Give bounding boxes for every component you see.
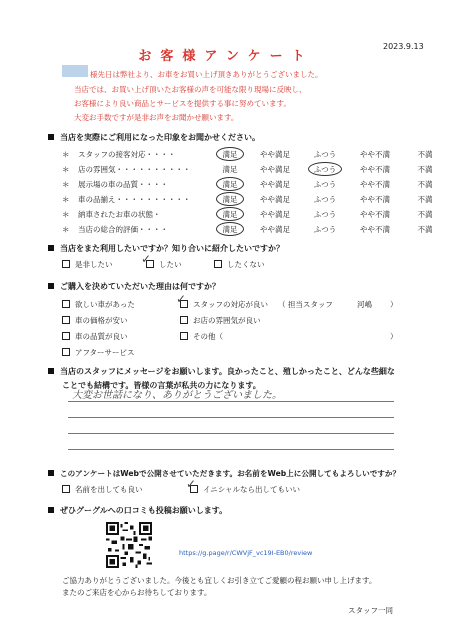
reason-option[interactable] xyxy=(62,331,128,342)
section4-title-line2: ことでも結構です。皆様の言葉が私共の力になります。 xyxy=(62,381,261,390)
rating-option[interactable]: 不満 xyxy=(417,225,433,234)
checkbox-icon xyxy=(62,300,70,308)
rating-option[interactable]: 満足 xyxy=(222,225,238,234)
row-marker-icon: ＊ xyxy=(62,150,70,159)
section1-title: 当店を実際にご利用になった印象をお聞かせください。 xyxy=(60,133,260,142)
rating-option[interactable]: 不満 xyxy=(417,150,433,159)
footer-line: またのご来店を心からお待ちしております。 xyxy=(62,588,212,597)
staff-label: （ 担当スタッフ xyxy=(278,300,333,309)
checkbox-icon xyxy=(180,316,188,324)
option-label: 是非したい xyxy=(75,260,113,269)
handwritten-message[interactable]: 大変お世話になり、ありがとうございました。 xyxy=(72,390,282,401)
option-label: 名前を出しても良い xyxy=(75,485,143,494)
rating-option[interactable]: 不満 xyxy=(417,165,433,174)
option-label: したい xyxy=(159,260,182,269)
option-recommend-yes[interactable] xyxy=(62,259,113,270)
option-label: その他（ xyxy=(193,332,223,341)
reason-option[interactable] xyxy=(62,315,128,326)
reason-option[interactable] xyxy=(180,315,261,326)
rating-option[interactable]: ふつう xyxy=(313,165,337,174)
section4-heading xyxy=(48,366,395,377)
bullet-square-icon xyxy=(48,470,54,476)
survey-date: 2023.9.13 xyxy=(383,42,424,51)
selected-circle-mark xyxy=(216,177,244,191)
option-label: 車の品質が良い xyxy=(75,332,128,341)
section1-heading xyxy=(48,132,260,143)
rating-option[interactable]: やや満足 xyxy=(260,225,290,234)
rating-option[interactable]: やや満足 xyxy=(260,195,290,204)
rating-row-label: 車の品揃え・・・・・・・・・・ xyxy=(78,195,191,204)
checkmark-icon: ✓ xyxy=(141,252,152,266)
row-marker-icon: ＊ xyxy=(62,210,70,219)
rating-row-label: 当店の総合的評価・・・・ xyxy=(78,225,168,234)
rating-row-label: スタッフの接客対応・・・・ xyxy=(78,150,176,159)
section4-title: 当店のスタッフにメッセージをお願いします。良かったこと、殖しかったこと、どんな些細な xyxy=(60,367,395,376)
rating-option[interactable]: やや不満 xyxy=(360,210,390,219)
reason-option[interactable] xyxy=(62,347,134,358)
rating-option[interactable]: ふつう xyxy=(313,195,337,204)
section3-title: ご購入を決めていただいた理由は何ですか？ xyxy=(60,282,220,291)
rating-option[interactable]: ふつう xyxy=(313,150,337,159)
selected-circle-mark xyxy=(216,192,244,206)
staff-close-paren: ） xyxy=(390,300,398,309)
rating-option[interactable]: やや満足 xyxy=(260,210,290,219)
footer-line: ご協力ありがとうございました。今後とも宜しくお引き立てご愛顧の程お願い申し上げます。 xyxy=(62,576,377,585)
intro-line: 様先日は弊社より、お車をお買い上げ頂きありがとうございました。 xyxy=(90,70,323,79)
section2-heading xyxy=(48,243,284,254)
rating-option[interactable]: ふつう xyxy=(313,210,337,219)
option-label: スタッフの対応が良い xyxy=(193,300,268,309)
option-label: イニシャルなら出してもいい xyxy=(203,485,301,494)
selected-circle-mark xyxy=(216,207,244,221)
checkmark-icon: ✓ xyxy=(186,477,197,491)
option-label: アフターサービス xyxy=(75,348,135,357)
row-marker-icon: ＊ xyxy=(62,225,70,234)
rating-option[interactable]: やや満足 xyxy=(260,150,290,159)
reason-option-staff[interactable] xyxy=(180,299,268,310)
option-label: お店の雰囲気が良い xyxy=(193,316,261,325)
checkbox-icon xyxy=(62,332,70,340)
rating-option[interactable]: 不満 xyxy=(417,195,433,204)
checkbox-icon xyxy=(62,260,70,268)
option-name-full[interactable] xyxy=(62,484,143,495)
checkbox-icon xyxy=(62,316,70,324)
intro-line: 当店では、お買い上げ頂いたお客様の声を可能な限り現場に反映し、 xyxy=(74,85,307,94)
checkmark-icon: ✓ xyxy=(176,292,187,306)
review-url-link[interactable]: https://g.page/r/CWVjF_vc19I-EB0/review xyxy=(179,549,313,557)
signature: スタッフ一同 xyxy=(348,606,393,615)
rating-option[interactable]: ふつう xyxy=(313,180,337,189)
rating-option[interactable]: やや不満 xyxy=(360,225,390,234)
section5-heading xyxy=(48,468,400,479)
bullet-square-icon xyxy=(48,507,54,513)
rating-row-label: 展示場の車の品質・・・・ xyxy=(78,180,168,189)
redacted-customer-name xyxy=(62,65,88,77)
rating-row-label: 納車されたお車の状態・ xyxy=(78,210,161,219)
message-line xyxy=(68,449,394,450)
intro-line: お客様により良い商品とサービスを提供する事に努めています。 xyxy=(74,99,291,108)
row-marker-icon: ＊ xyxy=(62,195,70,204)
bullet-square-icon xyxy=(48,283,54,289)
checkbox-icon xyxy=(180,332,188,340)
option-recommend-no[interactable] xyxy=(214,259,265,270)
selected-circle-mark xyxy=(216,147,244,161)
rating-option[interactable]: 満足 xyxy=(222,195,238,204)
section3-heading xyxy=(48,281,220,292)
rating-option[interactable]: 満足 xyxy=(222,210,238,219)
row-marker-icon: ＊ xyxy=(62,180,70,189)
reason-option[interactable] xyxy=(62,299,135,310)
row-marker-icon: ＊ xyxy=(62,165,70,174)
rating-option[interactable]: 不満 xyxy=(417,180,433,189)
section5-title: このアンケートはWebで公開させていただきます。お名前をWeb上に公開してもよろしいですか？ xyxy=(60,469,401,478)
selected-circle-mark xyxy=(308,162,342,176)
rating-option[interactable]: やや不満 xyxy=(360,150,390,159)
section6-title: ぜひグーグルへの口コミも投稿お願いします。 xyxy=(60,506,228,515)
rating-option[interactable]: 満足 xyxy=(222,180,238,189)
staff-name: 河嶋 xyxy=(357,300,372,309)
survey-title: お客様アンケート xyxy=(138,49,314,64)
rating-option[interactable]: 満足 xyxy=(222,165,238,174)
rating-option[interactable]: やや不満 xyxy=(360,180,390,189)
rating-option[interactable]: ふつう xyxy=(313,225,337,234)
rating-option[interactable]: やや満足 xyxy=(260,165,290,174)
section6-heading xyxy=(48,505,227,516)
rating-option[interactable]: やや満足 xyxy=(260,180,290,189)
checkbox-icon xyxy=(214,260,222,268)
selected-circle-mark xyxy=(216,222,244,236)
option-label: したくない xyxy=(227,260,265,269)
bullet-square-icon xyxy=(48,368,54,374)
other-close-paren: ） xyxy=(390,332,398,341)
rating-option[interactable]: 満足 xyxy=(222,150,238,159)
section2-title: 当店をまた利用したいですか？知り合いに紹介したいですか？ xyxy=(60,244,284,253)
option-label: 欲しい車があった xyxy=(75,300,135,309)
qr-code-icon[interactable] xyxy=(106,522,152,568)
reason-option-other[interactable] xyxy=(180,331,223,342)
checkbox-icon xyxy=(62,485,70,493)
bullet-square-icon xyxy=(48,245,54,251)
message-line xyxy=(68,433,394,434)
rating-option[interactable]: 不満 xyxy=(417,210,433,219)
rating-option[interactable]: やや不満 xyxy=(360,195,390,204)
message-line xyxy=(68,401,394,402)
option-label: 車の価格が安い xyxy=(75,316,128,325)
checkbox-icon xyxy=(62,348,70,356)
option-recommend-maybe[interactable] xyxy=(146,259,182,270)
bullet-square-icon xyxy=(48,134,54,140)
message-line xyxy=(68,417,394,418)
rating-row-label: 店の雰囲気・・・・・・・・・・ xyxy=(78,165,191,174)
option-name-initials[interactable] xyxy=(190,484,300,495)
rating-option[interactable]: やや不満 xyxy=(360,165,390,174)
intro-line: 大変お手数ですが是非お声をお聞かせ願います。 xyxy=(74,113,239,122)
